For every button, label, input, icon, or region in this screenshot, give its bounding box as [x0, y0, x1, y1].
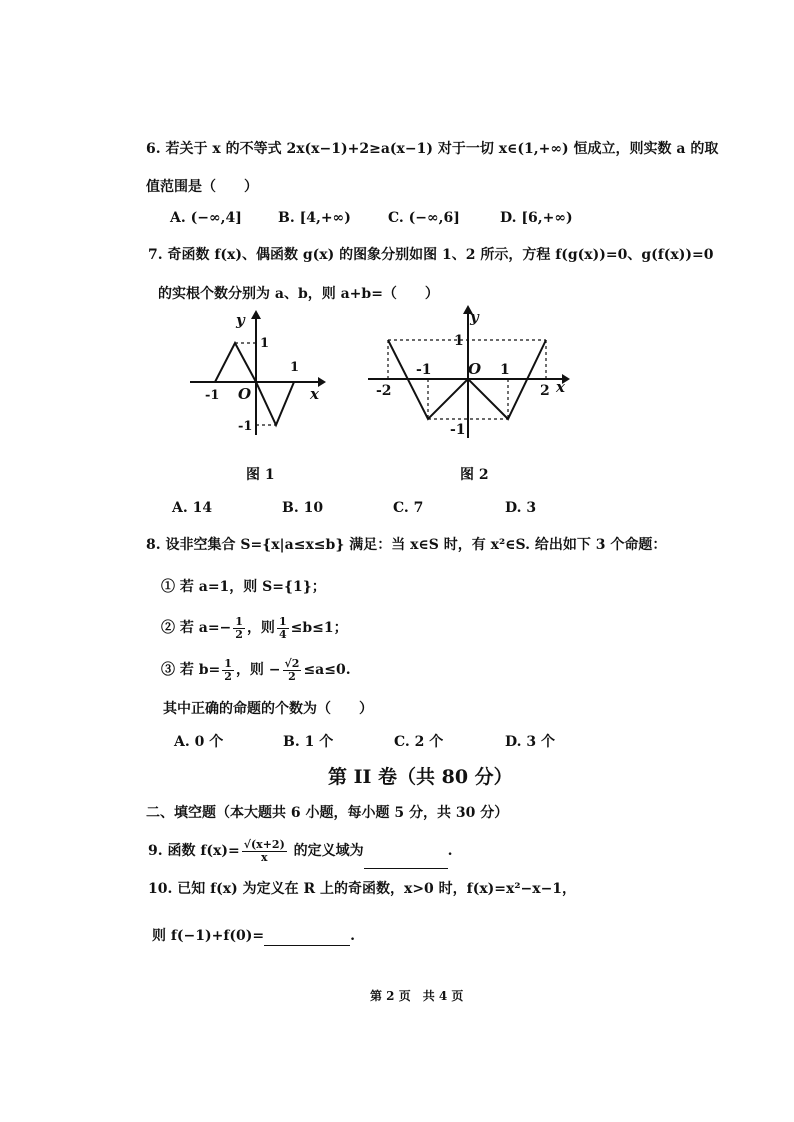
q7-option-c[interactable]: C. 7: [393, 500, 424, 516]
q9-pre: 9. 函数 f(x)=: [148, 843, 240, 859]
fig2-label-neg1x: -1: [416, 362, 432, 378]
q8-option-b[interactable]: B. 1 个: [283, 734, 334, 750]
q8-item2-fraction-1: $\frac{1}{2}$: [235, 614, 243, 641]
q8-item3-fraction-1: $\frac{1}{2}$: [224, 656, 232, 683]
fig2-label-pos2: 2: [540, 383, 550, 399]
q10-line1: 10. 已知 f(x) 为定义在 R 上的奇函数，x>0 时，f(x)=x²−x−1，: [148, 881, 577, 897]
q8-item3-fraction-2: $\frac{√2}{2}$: [284, 656, 300, 683]
q8-item2-mid: ，则: [246, 620, 275, 636]
q8-item2: [161, 614, 348, 642]
fig1-label-origin: O: [238, 385, 252, 403]
fig1-curve: [215, 343, 294, 425]
fig1-label-pos1y: 1: [260, 336, 270, 351]
fig2-label-y: y: [470, 308, 479, 326]
q8-item3: [161, 656, 351, 684]
fig2-label-pos1y: 1: [454, 333, 464, 349]
fig2-label-neg2: -2: [376, 383, 392, 399]
page-footer: 第 2 页 共 4 页: [370, 989, 464, 1003]
q6-option-c[interactable]: C. (−∞,6]: [388, 210, 460, 226]
q7-line1: 7. 奇函数 f(x)、偶函数 g(x) 的图象分别如图 1、2 所示，方程 f(g(x))=0、g(f(x))=0: [148, 247, 714, 263]
q8-item2-post: ≤b≤1；: [290, 620, 348, 636]
q10-line2-pre: 则 f(−1)+f(0)=: [152, 928, 265, 944]
q9-answer-blank[interactable]: [364, 834, 448, 869]
fig1-y-arrow: [251, 310, 261, 319]
q8-option-d[interactable]: D. 3 个: [505, 734, 556, 750]
fig2-label-x: x: [556, 378, 565, 396]
fig1-label-neg1y: -1: [238, 419, 253, 434]
q8-line1: 8. 设非空集合 S={x|a≤x≤b} 满足：当 x∈S 时，有 x²∈S. 给出如下 3 个命题：: [146, 537, 667, 553]
q7-option-d[interactable]: D. 3: [505, 500, 537, 516]
q9-fraction: $\frac{√(x+2)}{x}$: [243, 837, 285, 864]
q10-line2: [152, 927, 355, 946]
fig1-caption: 图 1: [246, 467, 275, 483]
q9-post: 的定义域为: [288, 843, 364, 859]
q7-option-a[interactable]: A. 14: [172, 500, 213, 516]
fig1-x-arrow: [318, 377, 326, 387]
q6-option-b[interactable]: B. [4,+∞): [278, 210, 351, 226]
q6-option-a[interactable]: A. (−∞,4]: [170, 210, 242, 226]
part2-title: 第 II 卷（共 80 分）: [328, 766, 513, 788]
fig1-label-y: y: [236, 311, 245, 329]
q7-line2: 的实根个数分别为 a、b，则 a+b=（ ）: [158, 286, 439, 302]
q8-item2-pre: ② 若 a=−: [161, 620, 232, 636]
fig1-label-x: x: [310, 385, 319, 403]
fig1-label-pos1x: 1: [290, 360, 300, 375]
fig1-label-neg1x: -1: [205, 388, 220, 403]
q6-option-d[interactable]: D. [6,+∞): [500, 210, 573, 226]
fig2-caption: 图 2: [460, 467, 489, 483]
figure-1-graph: [180, 305, 330, 440]
q8-item2-fraction-2: $\frac{1}{4}$: [278, 614, 287, 641]
q7-option-b[interactable]: B. 10: [282, 500, 324, 516]
q10-answer-blank[interactable]: [264, 927, 350, 946]
q8-option-c[interactable]: C. 2 个: [394, 734, 444, 750]
q6-line2: 值范围是（ ）: [146, 179, 258, 195]
q9-end: .: [447, 843, 453, 859]
fig2-label-origin: O: [468, 360, 482, 378]
section2-heading: 二、填空题（本大题共 6 小题，每小题 5 分，共 30 分）: [146, 805, 509, 821]
q8-item3-pre: ③ 若 b=: [161, 662, 221, 678]
q9-line: [148, 834, 453, 869]
q8-item1: ① 若 a=1，则 S={1}；: [161, 579, 326, 595]
q6-line1: 6. 若关于 x 的不等式 2x(x−1)+2≥a(x−1) 对于一切 x∈(1,+∞) 恒成立，则实数 a 的取: [146, 141, 719, 157]
q10-line2-end: .: [350, 928, 355, 944]
q8-item3-post: ≤a≤0.: [303, 662, 351, 678]
q8-question: 其中正确的命题的个数为（ ）: [163, 701, 373, 717]
q8-option-a[interactable]: A. 0 个: [174, 734, 224, 750]
fig2-label-neg1y: -1: [450, 422, 466, 438]
fig2-label-pos1x: 1: [500, 362, 510, 378]
figure-2-graph: [362, 300, 580, 445]
q8-item3-mid: ，则 −: [235, 662, 281, 678]
